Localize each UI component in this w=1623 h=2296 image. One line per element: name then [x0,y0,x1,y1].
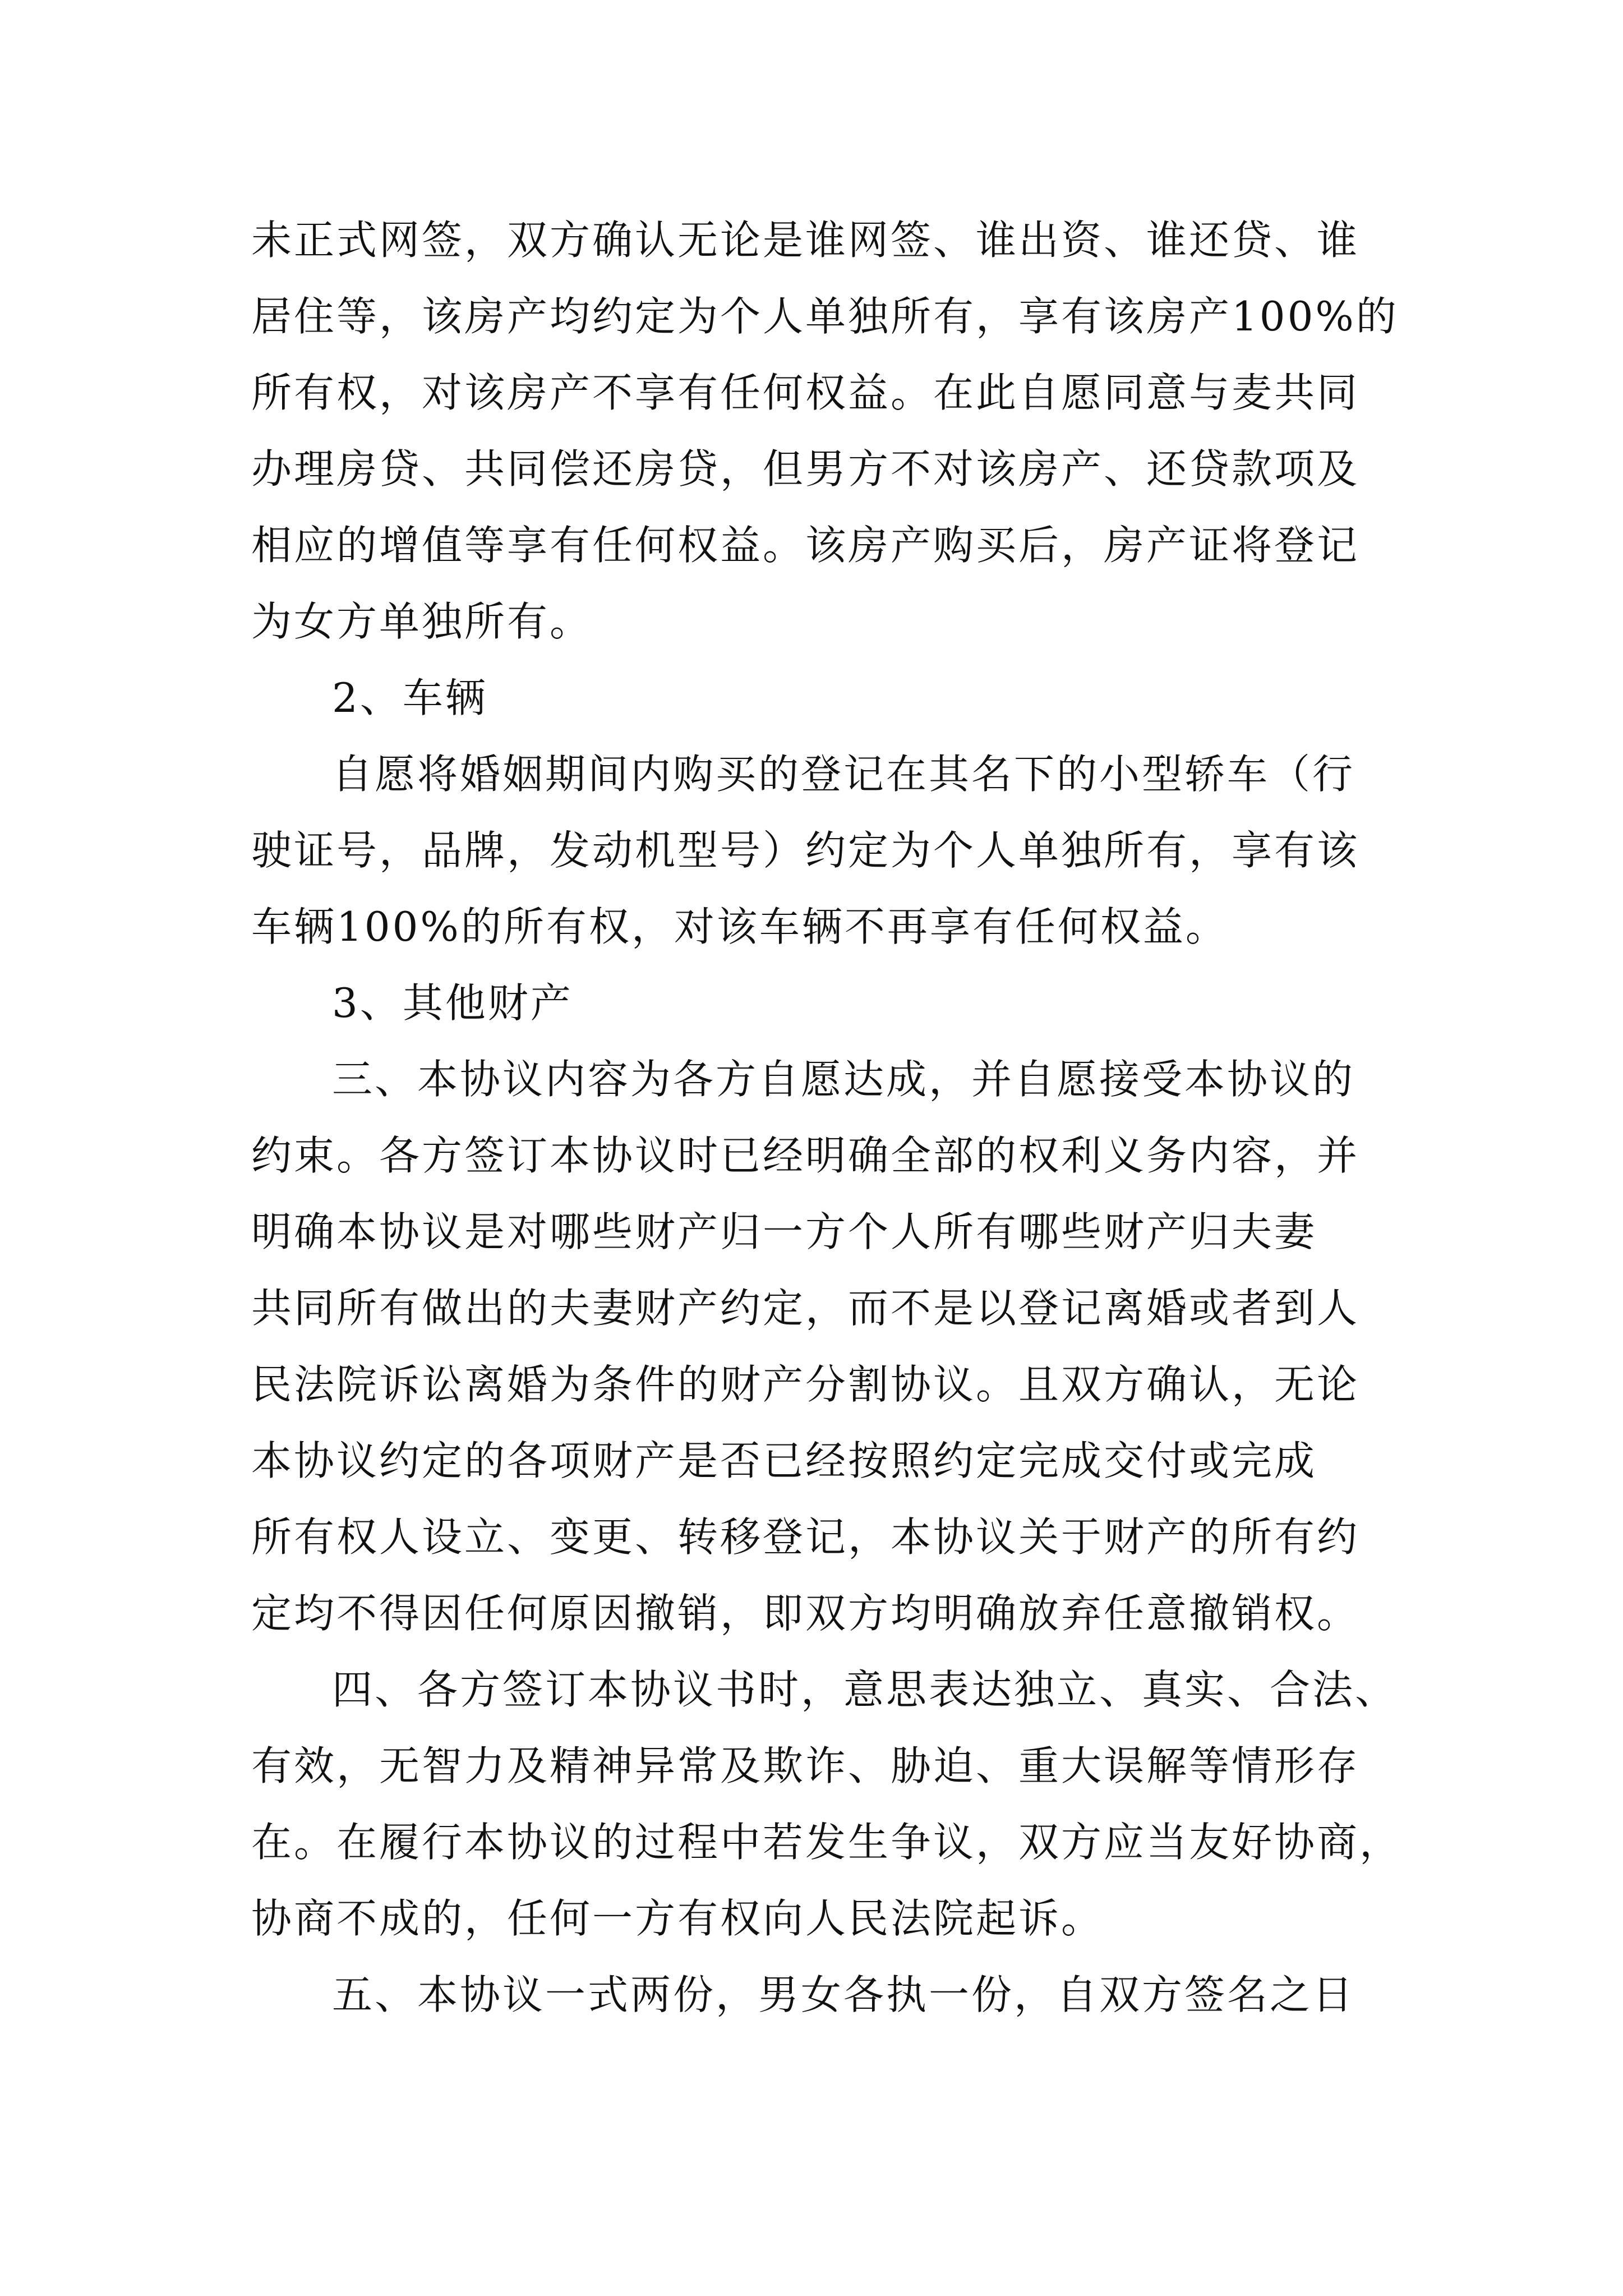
text-line: 自愿将婚姻期间内购买的登记在其名下的小型轿车（行 [332,751,1355,798]
text-line: 居住等，该房产均约定为个人单独所有，享有该房产100%的 [251,293,1399,340]
text-line: 办理房贷、共同偿还房贷，但男方不对该房产、还贷款项及 [251,445,1360,493]
clause-three-start: 三、本协议内容为各方自愿达成，并自愿接受本协议的 [332,1056,1355,1103]
section-heading-other-property: 3、其他财产 [332,979,573,1027]
text-line: 为女方单独所有。 [251,598,593,645]
text-line: 共同所有做出的夫妻财产约定，而不是以登记离婚或者到人 [251,1285,1360,1332]
text-line: 定均不得因任何原因撤销，即双方均明确放弃任意撤销权。 [251,1590,1360,1637]
text-line: 所有权人设立、变更、转移登记，本协议关于财产的所有约 [251,1513,1360,1561]
text-line: 民法院诉讼离婚为条件的财产分割协议。且双方确认，无论 [251,1361,1360,1408]
clause-four-start: 四、各方签订本协议书时，意思表达独立、真实、合法、 [332,1666,1398,1713]
document-body [251,202,1403,2033]
text-line: 明确本协议是对哪些财产归一方个人所有哪些财产归夫妻 [251,1208,1317,1255]
text-line: 有效，无智力及精神异常及欺诈、胁迫、重大误解等情形存 [251,1742,1360,1789]
clause-five-start: 五、本协议一式两份，男女各执一份，自双方签名之日 [332,1971,1355,2018]
text-line: 未正式网签，双方确认无论是谁网签、谁出资、谁还贷、谁 [251,217,1360,264]
text-line: 驶证号，品牌，发动机型号）约定为个人单独所有，享有该 [251,827,1360,874]
text-line: 所有权，对该房产不享有任何权益。在此自愿同意与麦共同 [251,369,1360,416]
text-line: 在。在履行本协议的过程中若发生争议，双方应当友好协商， [251,1819,1403,1866]
text-line: 本协议约定的各项财产是否已经按照约定完成交付或完成 [251,1437,1317,1484]
section-heading-vehicle: 2、车辆 [332,674,488,721]
text-line: 车辆100%的所有权，对该车辆不再享有任何权益。 [251,903,1228,950]
text-line: 约束。各方签订本协议时已经明确全部的权利义务内容，并 [251,1132,1360,1179]
text-line: 相应的增值等享有任何权益。该房产购买后，房产证将登记 [251,522,1360,569]
text-line: 协商不成的，任何一方有权向人民法院起诉。 [251,1895,1104,1942]
